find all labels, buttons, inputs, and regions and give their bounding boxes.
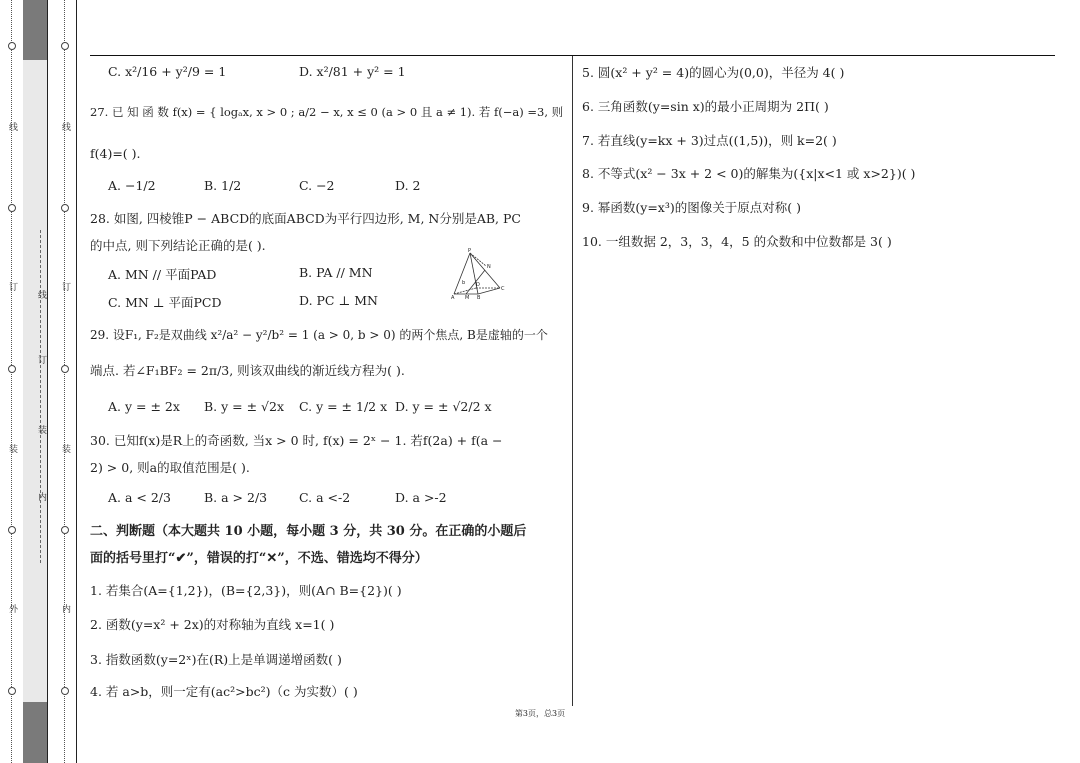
- judge-item-6: 6. 三角函数(y=sin x)的最小正周期为 2Π( ): [582, 99, 829, 114]
- judge-item-4: 4. 若 a>b，则一定有(ac²>bc²)（c 为实数）( ): [90, 684, 358, 699]
- page-footer: 第3页，总3页: [514, 709, 566, 718]
- figure-label: P: [468, 248, 472, 254]
- dashed-label: 线: [36, 290, 46, 299]
- q30-stem-cont: 2) > 0, 则a的取值范围是( ).: [90, 460, 250, 475]
- judge-item-9: 9. 幂函数(y=x³)的图像关于原点对称( ): [582, 200, 801, 215]
- judge-item-7: 7. 若直线(y=kx + 3)过点((1,5))，则 k=2( ): [582, 133, 837, 148]
- gutter-dark-top: [23, 0, 47, 60]
- judge-item-2: 2. 函数(y=x² + 2x)的对称轴为直线 x=1( ): [90, 617, 335, 632]
- dashed-label: 内: [36, 492, 46, 501]
- q29-option-c: C. y = ± 1/2 x: [299, 399, 388, 414]
- judge-item-10: 10. 一组数据 2，3，3，4，5 的众数和中位数都是 3( ): [582, 234, 892, 249]
- judge-item-8: 8. 不等式(x² − 3x + 2 < 0)的解集为({x|x<1 或 x>2})( ): [582, 166, 916, 181]
- binding-hole: [8, 687, 16, 695]
- dashed-line: [40, 230, 41, 563]
- q26-option-c: C. x²/16 + y²/9 = 1: [108, 64, 227, 79]
- inner-label: 订: [60, 282, 70, 291]
- figure-label: b: [462, 280, 466, 286]
- binding-hole: [8, 526, 16, 534]
- q27-option-d: D. 2: [395, 178, 421, 193]
- q28-option-a: A. MN // 平面PAD: [108, 267, 217, 282]
- q27-option-a: A. −1/2: [108, 178, 156, 193]
- outer-label: 外: [7, 604, 17, 613]
- figure-label: M: [465, 295, 470, 300]
- judge-item-5: 5. 圆(x² + y² = 4)的圆心为(0,0)，半径为 4( ): [582, 65, 845, 80]
- binding-hole: [8, 365, 16, 373]
- inner-dotted-line: [64, 0, 65, 763]
- figure-label: D: [476, 282, 480, 288]
- outer-label: 线: [7, 122, 17, 131]
- q30-stem: 30. 已知f(x)是R上的奇函数, 当x > 0 时, f(x) = 2ˣ − 1. 若f(2a) + f(a −: [90, 433, 503, 448]
- binding-hole: [61, 526, 69, 534]
- q29-stem: 29. 设F₁, F₂是双曲线 x²/a² − y²/b² = 1 (a > 0, b > 0) 的两个焦点, B是虚轴的一个: [90, 328, 548, 342]
- column-divider: [572, 56, 573, 706]
- q28-stem-cont: 的中点, 则下列结论正确的是( ).: [90, 238, 266, 253]
- q30-option-a: A. a < 2/3: [108, 490, 171, 505]
- figure-label: A: [451, 295, 455, 300]
- binding-hole: [61, 365, 69, 373]
- q29-option-d: D. y = ± √2/2 x: [395, 399, 492, 414]
- outer-label: 装: [7, 444, 17, 453]
- inner-label: 线: [60, 122, 70, 131]
- q28-option-d: D. PC ⊥ MN: [299, 293, 378, 308]
- q29-option-a: A. y = ± 2x: [108, 399, 180, 414]
- margin-rule: [76, 0, 77, 763]
- figure-label: B: [477, 295, 481, 300]
- q28-option-b: B. PA // MN: [299, 265, 373, 280]
- q28-stem: 28. 如图, 四棱锥P − ABCD的底面ABCD为平行四边形, M, N分别是AB, PC: [90, 211, 521, 226]
- q27-stem: 27. 已 知 函 数 f(x) = { logₐx, x > 0 ; a/2 − x, x ≤ 0 (a > 0 且 a ≠ 1). 若 f(−a) =3, 则: [90, 105, 564, 119]
- binding-hole: [61, 204, 69, 212]
- q27-stem-cont: f(4)=( ).: [90, 146, 141, 161]
- dashed-label: 装: [36, 425, 46, 434]
- binding-hole: [61, 687, 69, 695]
- q28-option-c: C. MN ⊥ 平面PCD: [108, 295, 222, 310]
- section-2-heading: 二、判断题（本大题共 10 小题，每小题 3 分，共 30 分。在正确的小题后: [90, 524, 527, 539]
- gutter-edge: [47, 0, 48, 763]
- inner-label: 装: [60, 444, 70, 453]
- pyramid-figure: [450, 248, 510, 300]
- judge-item-3: 3. 指数函数(y=2ˣ)在(R)上是单调递增函数( ): [90, 652, 342, 667]
- binding-hole: [8, 204, 16, 212]
- gutter-strip: [23, 0, 47, 763]
- figure-label: N: [487, 264, 491, 270]
- q29-option-b: B. y = ± √2x: [204, 399, 285, 414]
- binding-hole: [8, 42, 16, 50]
- judge-item-1: 1. 若集合(A={1,2})，(B={2,3})，则(A∩ B={2})( ): [90, 583, 402, 598]
- q30-option-b: B. a > 2/3: [204, 490, 268, 505]
- dashed-label: 订: [36, 355, 46, 364]
- outer-label: 订: [7, 282, 17, 291]
- q30-option-c: C. a <-2: [299, 490, 351, 505]
- q26-option-d: D. x²/81 + y² = 1: [299, 64, 406, 79]
- binding-hole: [61, 42, 69, 50]
- outer-dotted-line: [11, 0, 12, 763]
- q29-stem-cont: 端点. 若∠F₁BF₂ = 2π/3, 则该双曲线的渐近线方程为( ).: [90, 363, 405, 378]
- q27-option-b: B. 1/2: [204, 178, 242, 193]
- q27-option-c: C. −2: [299, 178, 335, 193]
- figure-label: C: [501, 286, 505, 292]
- section-2-heading-cont: 面的括号里打“✔”，错误的打“✕”，不选、错选均不得分）: [90, 551, 428, 566]
- binding-margin: [0, 0, 80, 763]
- q30-option-d: D. a >-2: [395, 490, 447, 505]
- inner-label: 内: [60, 604, 70, 613]
